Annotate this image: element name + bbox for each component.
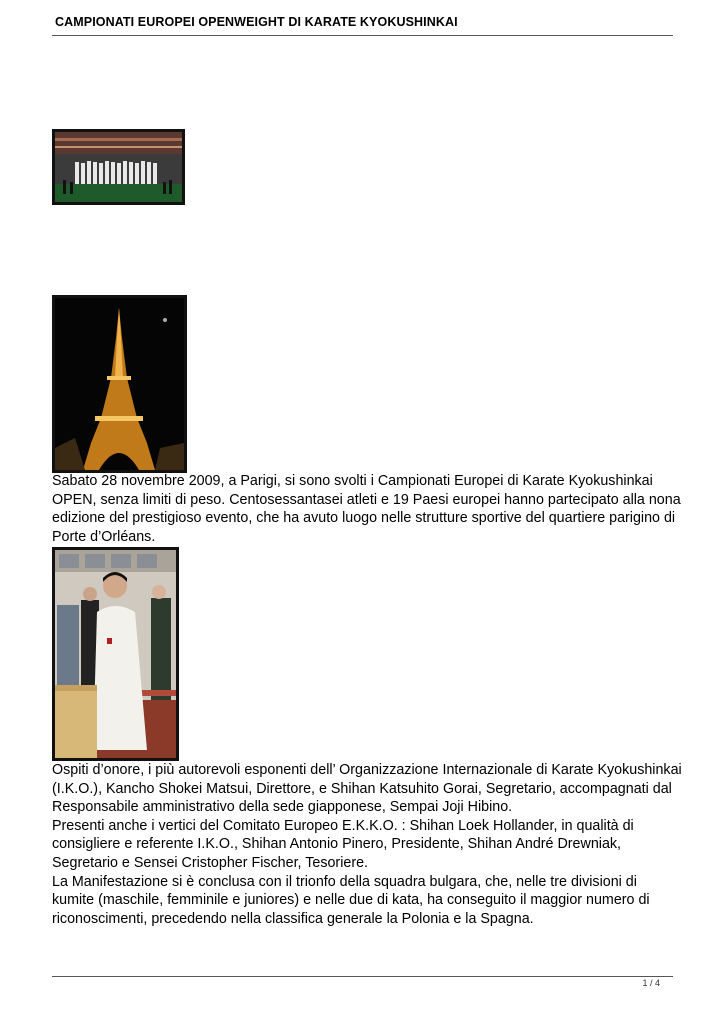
footer-divider <box>52 976 673 977</box>
result-paragraph: La Manifestazione si è conclusa con il trionfo della squadra bulgara, che, nelle tre divisioni di kumite (maschile, femminile e juniores) e nelle due di kata, ha conseguito il maggior numero di riconoscimenti, precedendo nella classifica generale la Polonia e la Spagna. <box>52 873 650 927</box>
committee-paragraph: Presenti anche i vertici del Comitato Europeo E.K.K.O. : Shihan Loek Hollander, in qualità di consigliere e referente I.K.O., Shihan Antonio Pinero, Presidente, Shihan André Drewniak, Segretario e Sensei Cristopher Fischer, Tesoriere. <box>52 817 634 871</box>
page-number: 1 / 4 <box>642 978 660 988</box>
body-text-block <box>52 761 682 928</box>
header-divider <box>52 35 673 36</box>
speaker-podium-photo <box>52 547 179 761</box>
guests-paragraph: Ospiti d’onore, i più autorevoli esponenti dell’ Organizzazione Internazionale di Karate Kyokushinkai (I.K.O.), Kancho Shokei Matsui, Direttore, e Shihan Katsuhito Gorai, Segretario, accompagnati dal Responsabile amministrativo della sede giapponese, Sempai Joji Hibino. <box>52 762 682 816</box>
team-lineup-photo <box>52 129 185 205</box>
page-header-title: CAMPIONATI EUROPEI OPENWEIGHT DI KARATE KYOKUSHINKAI <box>55 15 458 29</box>
intro-paragraph: Sabato 28 novembre 2009, a Parigi, si sono svolti i Campionati Europei di Karate Kyokushinkai OPEN, senza limiti di peso. Centosessantasei atleti e 19 Paesi europei hanno partecipato alla nona edizione del prestigioso evento, che ha avuto luogo nelle strutture sportive del quartiere parigino di Porte d’Orléans. <box>52 473 681 545</box>
eiffel-tower-photo <box>52 295 187 473</box>
